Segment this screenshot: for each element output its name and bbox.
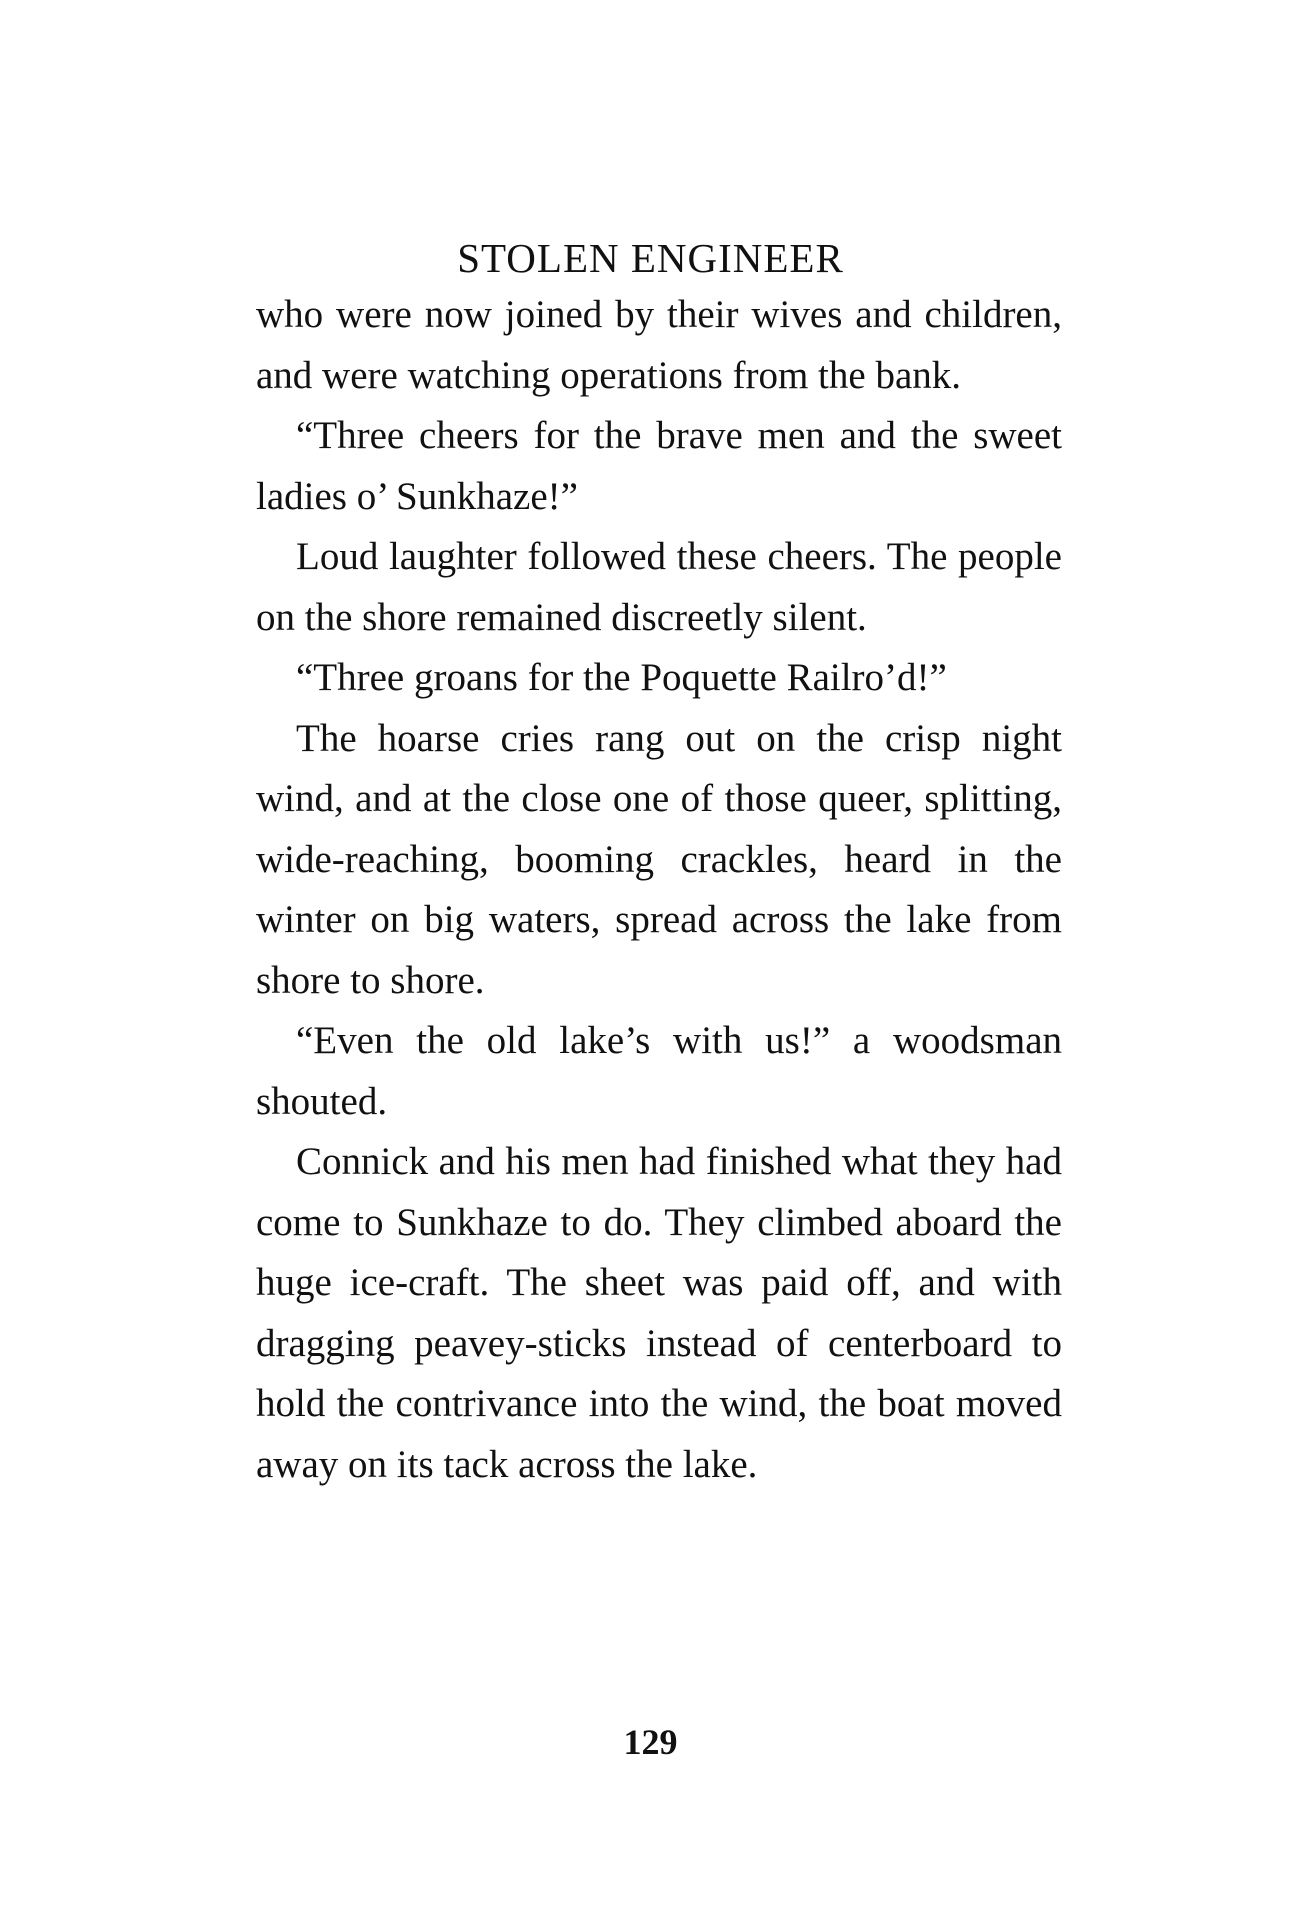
paragraph: The hoarse cries rang out on the crisp night wind, and at the close one of those queer, splitting, wide-reaching, booming crackles, heard in the winter on big waters, spread across the lake from shore to shore.	[256, 716, 1062, 1002]
running-head: STOLEN ENGINEER	[457, 235, 844, 281]
page-number: 129	[623, 1722, 678, 1762]
paragraph: “Three cheers for the brave men and the sweet ladies o’ Sunkhaze!”	[256, 414, 1062, 518]
paragraph: “Even the old lake’s with us!” a woodsman shouted.	[256, 1019, 1062, 1123]
paragraph: Connick and his men had finished what they had come to Sunkhaze to do. They climbed aboard the huge ice-craft. The sheet was paid off, and with dragging peavey-sticks instead of centerboard to hold the contrivance into the wind, the boat moved away on its tack across the lake.	[256, 1140, 1062, 1486]
body-text	[256, 285, 1062, 1495]
paragraph: “Three groans for the Poquette Railro’d!”	[296, 656, 947, 699]
paragraph: Loud laughter followed these cheers. The people on the shore remained discreetly silent.	[256, 535, 1062, 639]
paragraph-continued: who were now joined by their wives and children, and were watching operations from the bank.	[256, 293, 1062, 397]
